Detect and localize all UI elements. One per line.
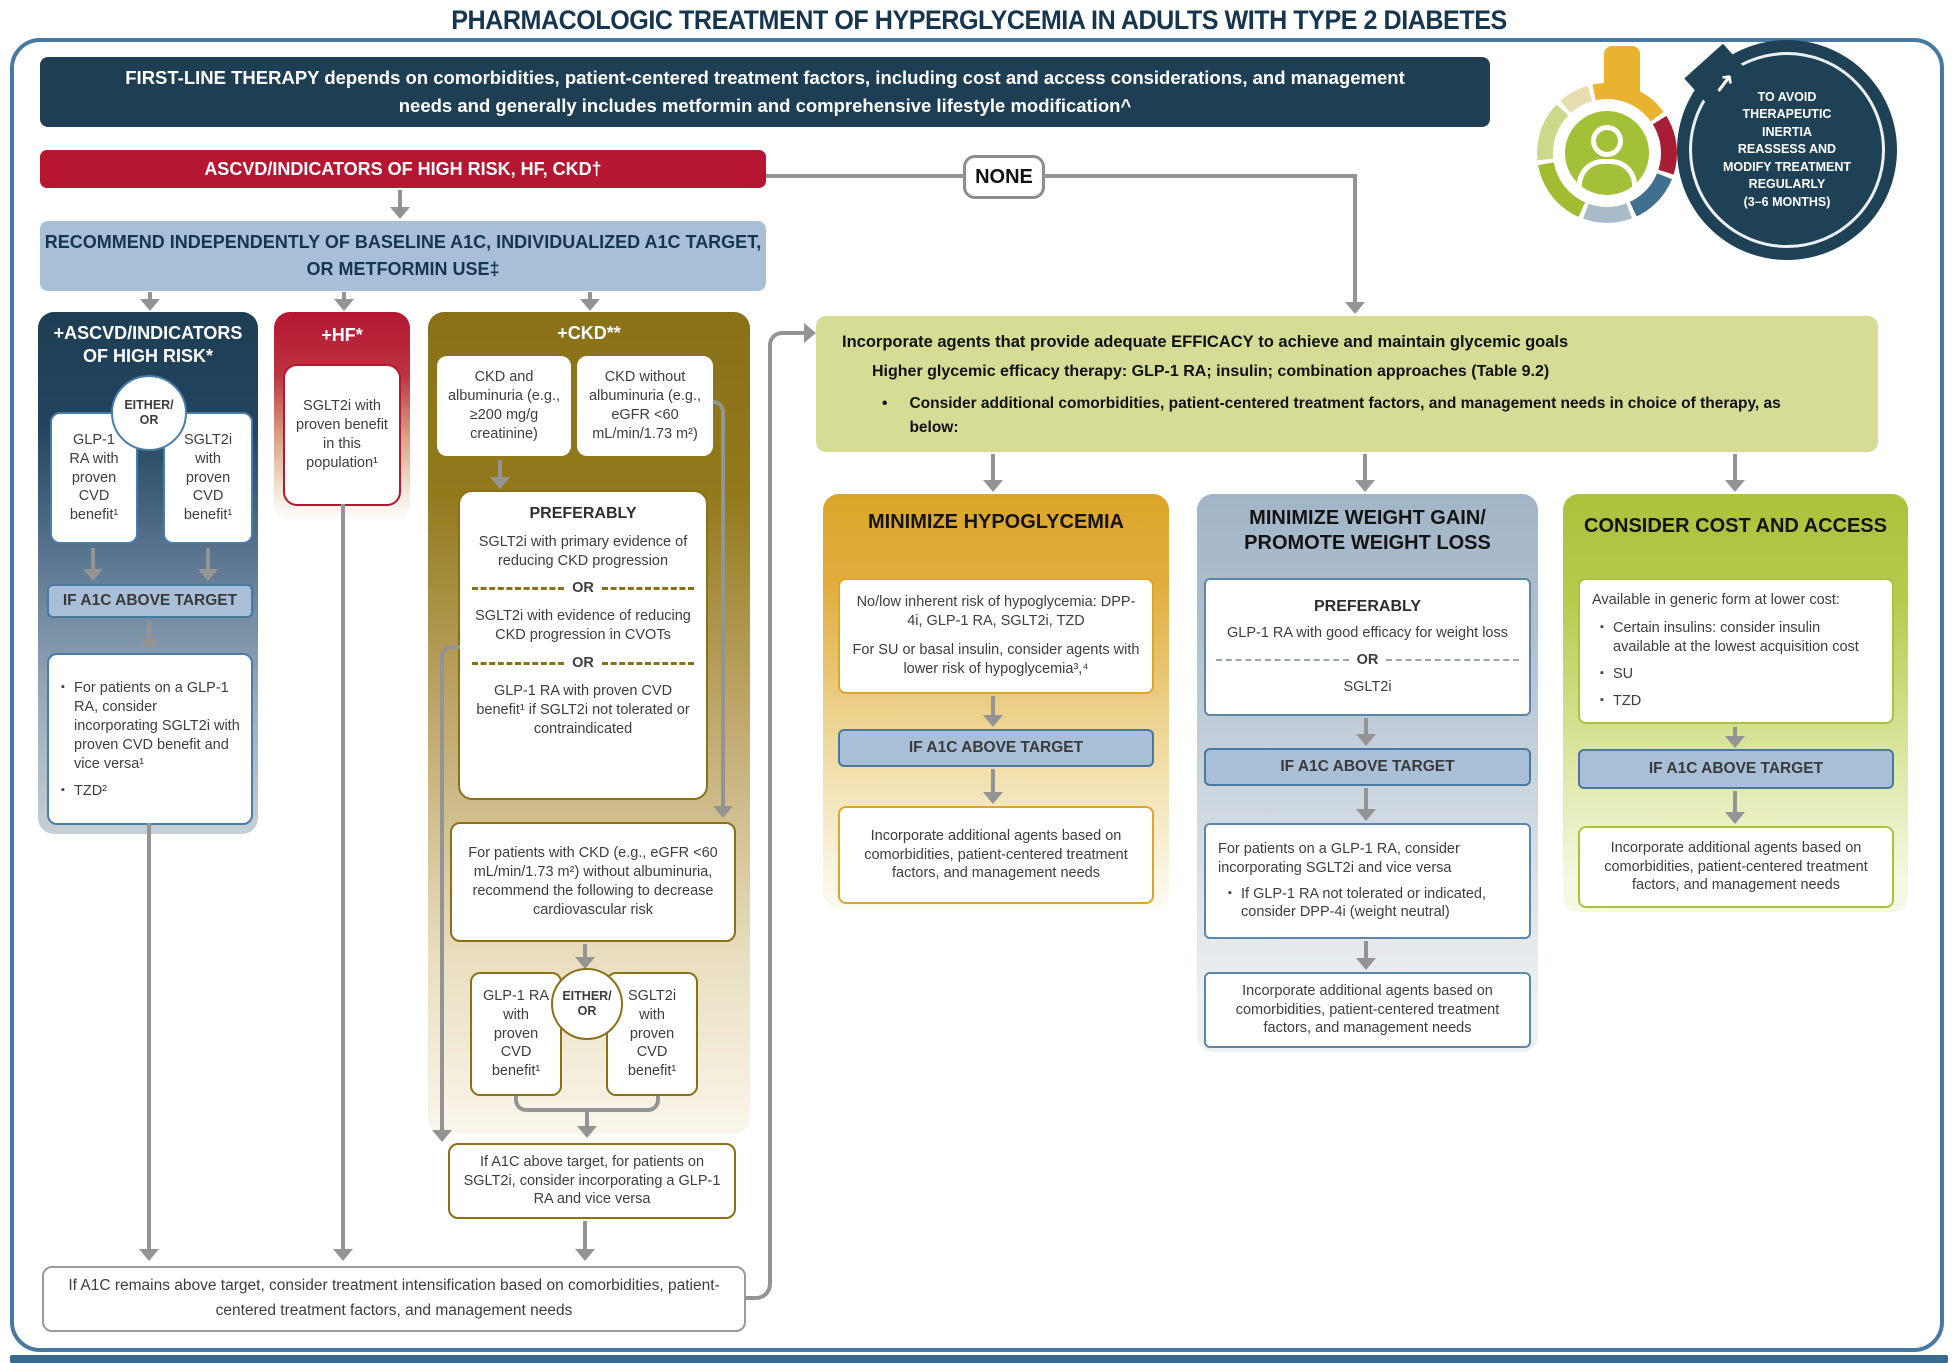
- ckd-a1c-box: If A1C above target, for patients on SGLT2i, consider incorporating a GLP-1 RA and vice versa: [448, 1143, 736, 1219]
- hypoglycemia-agents-box: [838, 578, 1154, 694]
- line-ascvd-to-bottom: [147, 823, 151, 1249]
- person-icon: [1561, 107, 1653, 199]
- efficacy-bullet-text: Consider additional comorbidities, patient-centered treatment factors, and management needs in choice of therapy, as below:: [909, 395, 1781, 437]
- feedback-line-vertical: [746, 348, 772, 1300]
- ascvd-option-item: ▪ For patients on a GLP-1 RA, consider incorporating SGLT2i with proven CVD benefit and vice versa¹: [61, 679, 241, 773]
- or-label: OR: [577, 1004, 597, 1018]
- arrow-bracket-down: [585, 1110, 589, 1126]
- weight-preferably-box: [1204, 578, 1531, 716]
- efficacy-line-2: Higher glycemic efficacy therapy: GLP-1 RA; insulin; combination approaches (Table 9.2): [872, 363, 1550, 380]
- glp1-cvd-box: GLP-1 RA with proven CVD benefit¹: [50, 412, 138, 544]
- weight-header-line1: MINIMIZE WEIGHT GAIN/: [1249, 507, 1486, 529]
- arrow-sglt2-to-a1c: [206, 548, 210, 569]
- ckd-preferably-box: [458, 490, 708, 800]
- bullet-icon: •: [882, 395, 888, 412]
- bottom-intensification-note: If A1C remains above target, consider treatment intensification based on comorbidities, patient-centered treatment factors, and management needs: [42, 1266, 746, 1332]
- either-or-circle: [551, 968, 623, 1040]
- ckd-no-albuminuria-box: CKD without albuminuria (e.g., eGFR <60 mL/min/1.73 m²): [577, 356, 713, 456]
- arrow-alb-to-preferably: [498, 460, 502, 477]
- cost-additional-agents-box: Incorporate additional agents based on comorbidities, patient-centered treatment factors, and management needs: [1578, 826, 1894, 908]
- or-divider: [472, 579, 694, 598]
- ascvd-if-a1c-box: IF A1C ABOVE TARGET: [47, 584, 253, 618]
- badge-line: THERAPEUTIC: [1742, 107, 1832, 122]
- person-body-icon: [1577, 159, 1637, 196]
- or-divider: [1216, 651, 1519, 670]
- ascvd-option-item: ▪ TZD²: [61, 782, 241, 801]
- efficacy-text: Incorporate agents that provide adequate: [842, 333, 1172, 351]
- hypo-paragraph-2: For SU or basal insulin, consider agents with lower risk of hypoglycemia³,⁴: [852, 642, 1140, 677]
- arrow-glp1-to-a1c: [91, 548, 95, 569]
- efficacy-line-1: [842, 333, 1852, 352]
- efficacy-box: [816, 316, 1878, 452]
- preferably-option-1: SGLT2i with primary evidence of reducing CKD progression: [478, 533, 688, 569]
- hf-column-header: +HF*: [321, 325, 363, 345]
- badge-line: TO AVOID: [1757, 89, 1817, 104]
- ckd-albuminuria-box: CKD and albuminuria (e.g., ≥200 mg/g creatinine): [437, 356, 571, 456]
- cost-bullet-item: ▪ TZD: [1600, 692, 1880, 711]
- arrow-weight-a1c-down: [1364, 788, 1368, 809]
- dashed-line: [472, 587, 564, 590]
- dashed-line: [1386, 659, 1519, 661]
- arrow-to-hypo-col: [991, 454, 995, 480]
- hypo-paragraph-1: No/low inherent risk of hypoglycemia: DPP-4i, GLP-1 RA, SGLT2i, TZD: [856, 594, 1136, 630]
- weight-header-line2: PROMOTE WEIGHT LOSS: [1244, 532, 1491, 554]
- arrow-preferably-to-a1c: [440, 657, 444, 1130]
- arrow-weight-to-a1c: [1364, 718, 1368, 734]
- dashed-line: [602, 662, 694, 665]
- dashed-line: [602, 587, 694, 590]
- arrow-weight-options-down: [1364, 941, 1368, 958]
- preferably-title: PREFERABLY: [529, 505, 637, 522]
- sglt2-cvd-box: SGLT2i with proven CVD benefit¹: [163, 412, 253, 544]
- weight-bullet-item: ▪ If GLP-1 RA not tolerated or indicated, consider DPP-4i (weight neutral): [1228, 885, 1517, 923]
- hypoglycemia-header: MINIMIZE HYPOGLYCEMIA: [868, 511, 1124, 533]
- hypo-additional-agents-box: Incorporate additional agents based on comorbidities, patient-centered treatment factors, and management needs: [838, 806, 1154, 904]
- badge-text: [1712, 89, 1862, 212]
- none-connector-line: [766, 174, 1357, 178]
- badge-line: REASSESS AND: [1737, 142, 1837, 157]
- either-label: EITHER/: [562, 989, 612, 1003]
- preferably-option-2: SGLT2i with evidence of reducing CKD progression in CVOTs: [475, 608, 691, 644]
- arrow-cvrisk-to-eitheror: [583, 944, 587, 957]
- reassess-badge: [1677, 40, 1897, 260]
- either-or-circle: [111, 375, 187, 451]
- weight-option-2: SGLT2i: [1343, 678, 1392, 695]
- cost-generic-box: [1578, 578, 1894, 724]
- arrow-to-ckd-col: [588, 292, 592, 299]
- ascvd-column-header: +ASCVD/INDICATORS OF HIGH RISK*: [53, 323, 243, 366]
- efficacy-keyword: EFFICACY: [1171, 333, 1254, 351]
- cost-bullet-item: ▪ Certain insulins: consider insulin available at the lowest acquisition cost: [1600, 619, 1880, 657]
- person-head-icon: [1591, 125, 1623, 157]
- arrow-to-ascvd-col: [148, 292, 152, 299]
- cost-header: CONSIDER COST AND ACCESS: [1584, 515, 1887, 537]
- weight-option-1: GLP-1 RA with good efficacy for weight loss: [1226, 625, 1508, 642]
- arrow-none-to-efficacy: [1353, 174, 1357, 302]
- first-line-therapy-banner: FIRST-LINE THERAPY depends on comorbidities, patient-centered treatment factors, including cost and access considerations, and management needs and generally includes metformin and comprehensive lifestyle modification^: [40, 57, 1490, 127]
- line-hf-to-bottom: [341, 504, 345, 1249]
- arrow-a1c-to-options: [147, 621, 151, 639]
- or-label: OR: [1356, 651, 1379, 668]
- badge-line: REGULARLY: [1748, 177, 1826, 192]
- weight-header: [1201, 506, 1534, 556]
- dashed-line: [1216, 659, 1349, 661]
- efficacy-bullet-row: [882, 392, 1782, 440]
- ascvd-options-box: [47, 653, 253, 825]
- arrow-hypo-a1c-down: [991, 769, 995, 792]
- ascvd-risk-banner: ASCVD/INDICATORS OF HIGH RISK, HF, CKD†: [40, 150, 766, 188]
- arrow-to-cost-col: [1733, 454, 1737, 480]
- preferably-option-3: GLP-1 RA with proven CVD benefit¹ if SGLT2i not tolerated or contraindicated: [476, 682, 690, 737]
- dashed-line: [472, 662, 564, 665]
- arrow-cost-a1c-down: [1733, 791, 1737, 812]
- bracket-right: [586, 1096, 660, 1112]
- cost-if-a1c-box: IF A1C ABOVE TARGET: [1578, 749, 1894, 789]
- hypo-if-a1c-box: IF A1C ABOVE TARGET: [838, 729, 1154, 767]
- ckd-glp1-box: GLP-1 RA with proven CVD benefit¹: [470, 972, 562, 1096]
- page-title: PHARMACOLOGIC TREATMENT OF HYPERGLYCEMIA IN ADULTS WITH TYPE 2 DIABETES: [427, 5, 1531, 36]
- arrowhead-to-efficacy: [804, 323, 816, 343]
- arrow-cost-to-a1c: [1733, 727, 1737, 736]
- weight-additional-agents-box: Incorporate additional agents based on comorbidities, patient-centered treatment factors, and management needs: [1204, 972, 1531, 1048]
- cycle-arrow-icon: ↗: [1710, 67, 1737, 101]
- arrow-hypo-to-a1c: [991, 696, 995, 715]
- ckd-cv-risk-box: For patients with CKD (e.g., eGFR <60 mL/min/1.73 m²) without albuminuria, recommend the following to decrease cardiovascular risk: [450, 822, 736, 942]
- or-label: OR: [139, 413, 159, 427]
- recommend-banner: RECOMMEND INDEPENDENTLY OF BASELINE A1C, INDIVIDUALIZED A1C TARGET, OR METFORMIN USE‡: [40, 221, 766, 291]
- or-label: OR: [572, 655, 594, 672]
- preferably-title: PREFERABLY: [1314, 598, 1421, 616]
- badge-line: (3–6 MONTHS): [1743, 194, 1831, 209]
- weight-main-text: For patients on a GLP-1 RA, consider incorporating SGLT2i and vice versa: [1218, 840, 1460, 876]
- badge-line: MODIFY TREATMENT: [1722, 159, 1851, 174]
- arrow-risk-to-recommend: [398, 190, 402, 207]
- cost-intro: Available in generic form at lower cost:: [1592, 592, 1840, 609]
- hf-sglt2-box: SGLT2i with proven benefit in this population¹: [283, 364, 401, 506]
- or-divider: [472, 654, 694, 673]
- arrow-to-weight-col: [1363, 454, 1367, 480]
- or-label: OR: [572, 580, 594, 597]
- bottom-edge-bar: [10, 1355, 1948, 1363]
- arrow-ckd-to-bottom: [583, 1221, 587, 1249]
- bracket-left: [514, 1096, 588, 1112]
- efficacy-text: to achieve and maintain glycemic goals: [1253, 333, 1569, 351]
- feedback-line-top: [768, 331, 806, 355]
- ckd-sglt2-box: SGLT2i with proven CVD benefit¹: [606, 972, 698, 1096]
- arrow-noalb-to-cvrisk: [721, 414, 725, 806]
- either-label: EITHER/: [124, 398, 174, 412]
- arrow-to-hf-col: [342, 292, 346, 299]
- cost-bullet-item: ▪ SU: [1600, 665, 1880, 684]
- weight-options-box: [1204, 823, 1531, 939]
- none-label: NONE: [963, 155, 1045, 199]
- badge-line: INERTIA: [1762, 124, 1812, 139]
- weight-if-a1c-box: IF A1C ABOVE TARGET: [1204, 748, 1531, 786]
- ckd-column-header: +CKD**: [557, 323, 621, 343]
